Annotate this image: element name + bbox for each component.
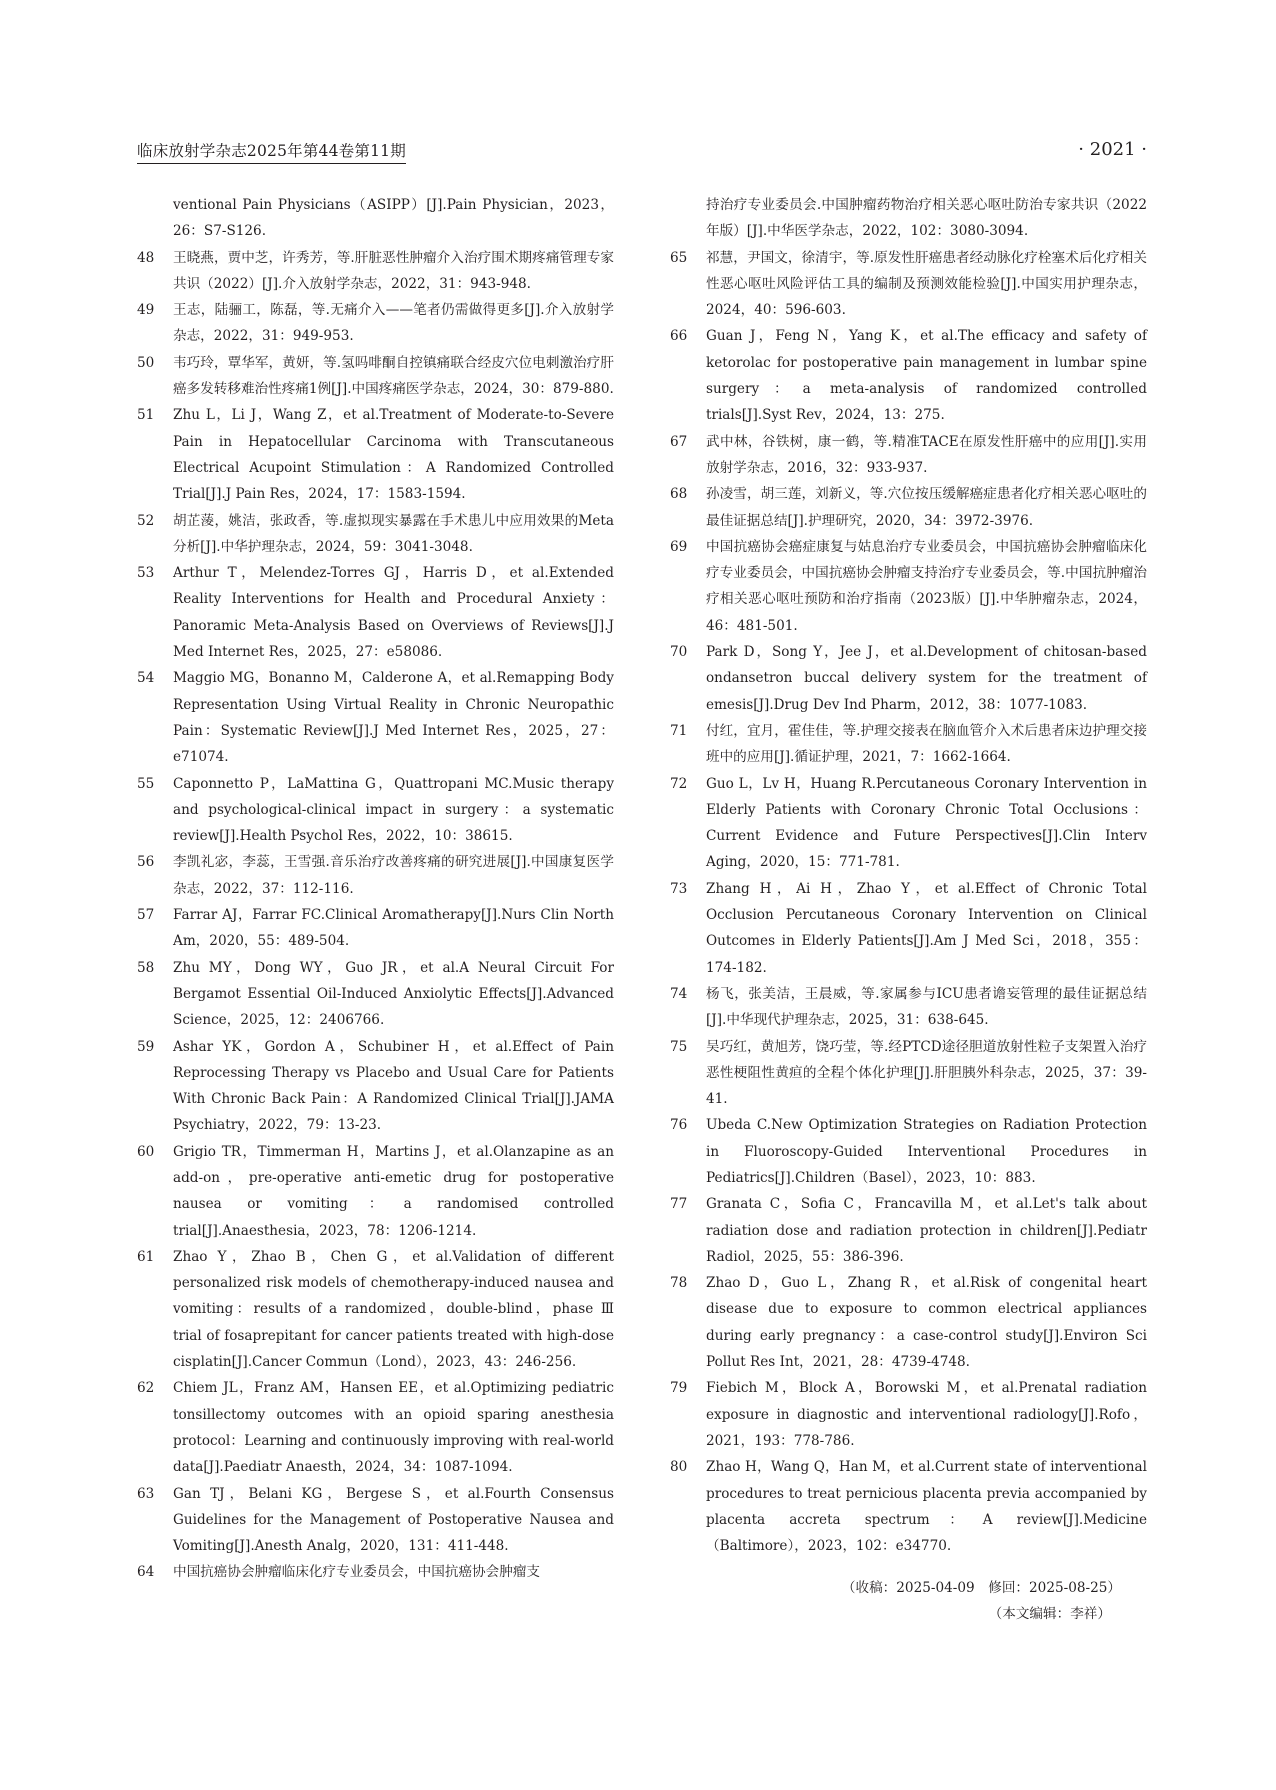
reference-text: Ashar YK，Gordon A，Schubiner H，et al.Effect of Pain Reprocessing Therapy vs Placebo and Usual Care for Patients With Chronic Back Pain：A Randomized Clinical Trial[J].JAMA Psychiatry，2022，79：13-23.: [173, 1038, 614, 1134]
reference-number: 76: [670, 1117, 688, 1134]
reference-text: Arthur T，Melendez-Torres GJ，Harris D，et al.Extended Reality Interventions for Health and Procedural Anxiety：Panoramic Meta-Analysis Based on Overviews of Reviews[J].J Med Internet Res，2025，27：e58086.: [173, 565, 614, 661]
reference-number: 75: [670, 1038, 688, 1055]
reference-text: Gan TJ，Belani KG，Bergese S，et al.Fourth Consensus Guidelines for the Management of Postoperative Nausea and Vomiting[J].Anesth Analg，2020，131：411-448.: [173, 1485, 614, 1555]
reference-text: Zhu MY，Dong WY，Guo JR，et al.A Neural Circuit For Bergamot Essential Oil-Induced Anxiolytic Effects[J].Advanced Science，2025，12：2406766.: [173, 959, 614, 1029]
reference-number: 66: [670, 328, 688, 345]
reference-number: 63: [137, 1485, 155, 1502]
reference-item: [137, 902, 614, 955]
reference-number: 62: [137, 1380, 155, 1397]
reference-continuation: [670, 192, 1147, 245]
reference-number: 49: [137, 302, 155, 319]
reference-text: Zhao D，Guo L，Zhang R，et al.Risk of congenital heart disease due to exposure to common electrical appliances during early pregnancy：a case-control study[J].Environ Sci Pollut Res Int，2021，28：4739-4748.: [706, 1275, 1147, 1371]
reference-item: [670, 1191, 1147, 1270]
reference-number: 80: [670, 1459, 688, 1476]
reference-item: [137, 402, 614, 507]
reference-number: 77: [670, 1196, 688, 1213]
reference-item: [670, 1112, 1147, 1191]
reference-item: [670, 639, 1147, 718]
reference-text: 李凯礼宓，李蕊，王雪强.音乐治疗改善疼痛的研究进展[J].中国康复医学杂志，2022，37：112-116.: [173, 854, 614, 897]
reference-number: 52: [137, 512, 155, 529]
reference-text: Maggio MG，Bonanno M，Calderone A，et al.Remapping Body Representation Using Virtual Reality in Chronic Neuropathic Pain：Systematic Review[J].J Med Internet Res，2025，27：e71074.: [173, 670, 614, 766]
reference-text: 胡芷蔆，姚洁，张政香，等.虚拟现实暴露在手术患儿中应用效果的Meta分析[J].中华护理杂志，2024，59：3041-3048.: [173, 512, 614, 555]
reference-number: 51: [137, 407, 155, 424]
reference-item: [670, 1375, 1147, 1454]
reference-item: [137, 1139, 614, 1244]
reference-number: 53: [137, 565, 155, 582]
reference-number: 67: [670, 433, 688, 450]
reference-text: 韦巧玲，覃华军，黄妍，等.氢吗啡酮自控镇痛联合经皮穴位电刺激治疗肝癌多发转移难治性疼痛1例[J].中国疼痛医学杂志，2024，30：879-880.: [173, 354, 614, 398]
reference-item: [670, 1034, 1147, 1113]
reference-text: Park D，Song Y，Jee J，et al.Development of chitosan-based ondansetron buccal delivery system for the treatment of emesis[J].Drug Dev Ind Pharm，2012，38：1077-1083.: [706, 644, 1147, 713]
reference-item: [137, 849, 614, 902]
reference-number: 68: [670, 486, 688, 503]
reference-text: Ubeda C.New Optimization Strategies on Radiation Protection in Fluoroscopy-Guided Interventional Procedures in Pediatrics[J].Children（Basel），2023，10：883.: [706, 1117, 1147, 1186]
reference-item: [670, 981, 1147, 1034]
reference-text: 王志，陆骊工，陈磊，等.无痛介入——笔者仍需做得更多[J].介入放射学杂志，2022，31：949-953.: [173, 302, 614, 345]
reference-number: 58: [137, 959, 155, 976]
reference-number: 56: [137, 854, 155, 871]
reference-number: 57: [137, 907, 155, 924]
reference-text: 中国抗癌协会癌症康复与姑息治疗专业委员会，中国抗癌协会肿瘤临床化疗专业委员会，中国抗癌协会肿瘤支持治疗专业委员会，等.中国抗肿瘤治疗相关恶心呕吐预防和治疗指南（2023版）[J].中华肿瘤杂志，2024，46：481-501.: [706, 538, 1147, 634]
reference-item: [670, 245, 1147, 324]
reference-text: Grigio TR，Timmerman H，Martins J，et al.Olanzapine as an add-on，pre-operative anti-emetic drug for postoperative nausea or vomiting：a randomised controlled trial[J].Anaesthesia，2023，78：1206-1214.: [173, 1143, 614, 1239]
reference-text: 吴巧红，黄旭芳，饶巧莹，等.经PTCD途径胆道放射性粒子支架置入治疗恶性梗阻性黄疸的全程个体化护理[J].肝胆胰外科杂志，2025，37：39-41.: [706, 1038, 1147, 1108]
reference-item: [137, 1375, 614, 1480]
reference-number: 48: [137, 249, 155, 266]
reference-item: [137, 297, 614, 350]
reference-item: [137, 1244, 614, 1375]
reference-text: 杨飞，张美洁，王晨威，等.家属参与ICU患者谵妄管理的最佳证据总结[J].中华现代护理杂志，2025，31：638-645.: [706, 985, 1147, 1029]
reference-number: 73: [670, 880, 688, 897]
reference-item: [670, 481, 1147, 534]
reference-item: [670, 1270, 1147, 1375]
editor-note: （本文编辑：李祥）: [988, 1606, 1111, 1623]
reference-item: [137, 771, 614, 850]
reference-text: Guan J，Feng N，Yang K，et al.The efficacy and safety of ketorolac for postoperative pain management in lumbar spine surgery：a meta-analysis of randomized controlled trials[J].Syst Rev，2024，13：275.: [706, 328, 1147, 424]
reference-text: 孙凌雪，胡三莲，刘新义，等.穴位按压缓解癌症患者化疗相关恶心呕吐的最佳证据总结[J].护理研究，2020，34：3972-3976.: [706, 486, 1147, 529]
reference-item: [670, 771, 1147, 876]
reference-item: [137, 508, 614, 561]
reference-number: 55: [137, 775, 155, 792]
reference-number: 64: [137, 1564, 155, 1581]
page-number: · 2021 ·: [1078, 139, 1147, 160]
reference-item: [670, 718, 1147, 771]
reference-number: 50: [137, 354, 155, 371]
reference-text: 中国抗癌协会肿瘤临床化疗专业委员会，中国抗癌协会肿瘤支: [173, 1564, 541, 1581]
reference-text: Zhao H，Wang Q，Han M，et al.Current state of interventional procedures to treat pernicious placenta previa accompanied by placenta accreta spectrum：A review[J].Medicine（Baltimore），2023，102：e34770.: [706, 1459, 1147, 1555]
reference-item: [670, 1454, 1147, 1559]
reference-text: 付红，宜月，霍佳佳，等.护理交接表在脑血管介入术后患者床边护理交接班中的应用[J].循证护理，2021，7：1662-1664.: [706, 722, 1147, 766]
reference-number: 78: [670, 1275, 688, 1292]
reference-number: 70: [670, 644, 688, 661]
reference-text: Zhang H，Ai H，Zhao Y，et al.Effect of Chronic Total Occlusion Percutaneous Coronary Intervention on Clinical Outcomes in Elderly Patients[J].Am J Med Sci，2018，355：174-182.: [706, 880, 1147, 976]
reference-number: 74: [670, 985, 688, 1002]
reference-number: 60: [137, 1143, 155, 1160]
received-dates: （收稿：2025-04-09 修回：2025-08-25）: [841, 1580, 1121, 1596]
reference-text: Farrar AJ，Farrar FC.Clinical Aromatherapy[J].Nurs Clin North Am，2020，55：489-504.: [173, 907, 614, 950]
reference-text: Caponnetto P，LaMattina G，Quattropani MC.Music therapy and psychological-clinical impact in surgery：a systematic review[J].Health Psychol Res，2022，10：38615.: [173, 775, 614, 845]
reference-number: 69: [670, 538, 688, 555]
reference-number: 54: [137, 670, 155, 687]
reference-number: 65: [670, 249, 688, 266]
reference-text: 武中林，谷铁树，康一鹤，等.精准TACE在原发性肝癌中的应用[J].实用放射学杂志，2016，32：933-937.: [706, 433, 1147, 476]
reference-text: ventional Pain Physicians（ASIPP）[J].Pain Physician，2023，26：S7-S126.: [173, 197, 614, 240]
reference-number: 79: [670, 1380, 688, 1397]
reference-text: Zhao Y，Zhao B，Chen G，et al.Validation of different personalized risk models of chemotherapy-induced nausea and vomiting：results of a randomized，double-blind，phase Ⅲ trial of fosaprepitant for cancer patients treated with high-dose cisplatin[J].Cancer Commun（Lond），2023，43：246-256.: [173, 1248, 614, 1371]
reference-item: [137, 955, 614, 1034]
reference-column-right: [670, 192, 1147, 1559]
article-footer: [670, 1575, 1147, 1628]
reference-number: 61: [137, 1248, 155, 1265]
reference-text: Fiebich M，Block A，Borowski M，et al.Prenatal radiation exposure in diagnostic and interventional radiology[J].Rofo，2021，193：778-786.: [706, 1380, 1147, 1449]
reference-text: Zhu L，Li J，Wang Z，et al.Treatment of Moderate-to-Severe Pain in Hepatocellular Carcinoma with Transcutaneous Electrical Acupoint Stimulation：A Randomized Controlled Trial[J].J Pain Res，2024，17：1583-1594.: [173, 407, 614, 503]
reference-item: [670, 429, 1147, 482]
reference-item: [137, 245, 614, 298]
reference-column-left: [137, 192, 614, 1586]
reference-item: [137, 1481, 614, 1560]
reference-text: 持治疗专业委员会.中国肿瘤药物治疗相关恶心呕吐防治专家共识（2022年版）[J].中华医学杂志，2022，102：3080-3094.: [706, 197, 1147, 240]
reference-text: 王晓燕，贾中芝，许秀芳，等.肝脏恶性肿瘤介入治疗围术期疼痛管理专家共识（2022）[J].介入放射学杂志，2022，31：943-948.: [173, 249, 614, 292]
reference-item: [137, 560, 614, 665]
reference-text: Granata C，Sofia C，Francavilla M，et al.Let's talk about radiation dose and radiation protection in children[J].Pediatr Radiol，2025，55：386-396.: [706, 1196, 1147, 1265]
journal-title: 临床放射学杂志2025年第44卷第11期: [137, 140, 406, 164]
page-header: [137, 140, 1147, 166]
reference-text: Guo L，Lv H，Huang R.Percutaneous Coronary Intervention in Elderly Patients with Coronary Chronic Total Occlusions：Current Evidence and Future Perspectives[J].Clin Interv Aging，2020，15：771-781.: [706, 775, 1147, 871]
reference-number: 59: [137, 1038, 155, 1055]
reference-text: Chiem JL，Franz AM，Hansen EE，et al.Optimizing pediatric tonsillectomy outcomes with an opioid sparing anesthesia protocol：Learning and continuously improving with real-world data[J].Paediatr Anaesth，2024，34：1087-1094.: [173, 1380, 614, 1476]
reference-continuation: [137, 192, 614, 245]
reference-number: 71: [670, 722, 688, 739]
reference-text: 祁慧，尹国文，徐清宇，等.原发性肝癌患者经动脉化疗栓塞术后化疗相关性恶心呕吐风险评估工具的编制及预测效能检验[J].中国实用护理杂志，2024，40：596-603.: [706, 249, 1147, 319]
reference-item: [670, 323, 1147, 428]
reference-item: [137, 665, 614, 770]
reference-item: [137, 1034, 614, 1139]
reference-item: [670, 534, 1147, 639]
reference-item: [670, 876, 1147, 981]
reference-number: 72: [670, 775, 688, 792]
reference-item: [137, 350, 614, 403]
reference-item: [137, 1559, 614, 1585]
